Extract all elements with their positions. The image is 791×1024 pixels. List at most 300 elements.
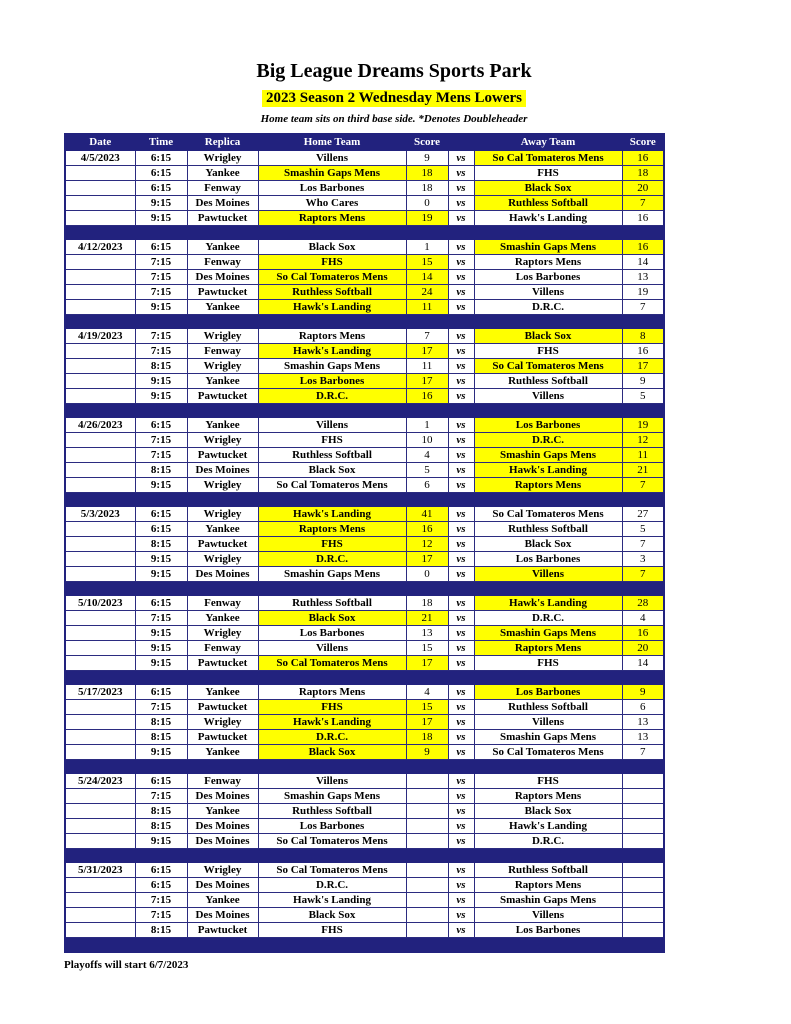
home-team-cell: Los Barbones bbox=[258, 181, 406, 196]
replica-cell: Pawtucket bbox=[187, 448, 258, 463]
away-score-cell: 11 bbox=[622, 448, 664, 463]
time-cell: 6:15 bbox=[135, 774, 187, 789]
away-score-cell: 6 bbox=[622, 700, 664, 715]
vs-cell: vs bbox=[448, 715, 474, 730]
home-score-cell bbox=[406, 804, 448, 819]
vs-cell: vs bbox=[448, 196, 474, 211]
away-score-cell: 20 bbox=[622, 181, 664, 196]
vs-cell: vs bbox=[448, 433, 474, 448]
away-team-cell: Villens bbox=[474, 285, 622, 300]
game-row bbox=[65, 596, 664, 611]
away-team-cell: Raptors Mens bbox=[474, 478, 622, 493]
away-team-cell: Black Sox bbox=[474, 537, 622, 552]
time-cell: 8:15 bbox=[135, 359, 187, 374]
playoffs-note: Playoffs will start 6/7/2023 bbox=[64, 959, 189, 971]
home-team-cell: D.R.C. bbox=[258, 552, 406, 567]
home-team-cell: Hawk's Landing bbox=[258, 507, 406, 522]
date-cell bbox=[65, 626, 135, 641]
home-team-cell: Villens bbox=[258, 641, 406, 656]
vs-cell: vs bbox=[448, 181, 474, 196]
game-row bbox=[65, 418, 664, 433]
page-title: Big League Dreams Sports Park bbox=[256, 60, 532, 82]
replica-cell: Yankee bbox=[187, 611, 258, 626]
home-team-cell: Black Sox bbox=[258, 463, 406, 478]
away-score-cell: 13 bbox=[622, 270, 664, 285]
time-cell: 7:15 bbox=[135, 893, 187, 908]
date-cell bbox=[65, 255, 135, 270]
date-cell bbox=[65, 789, 135, 804]
vs-cell: vs bbox=[448, 507, 474, 522]
away-score-cell: 19 bbox=[622, 285, 664, 300]
date-cell bbox=[65, 344, 135, 359]
home-team-cell: Smashin Gaps Mens bbox=[258, 789, 406, 804]
home-team-cell: Smashin Gaps Mens bbox=[258, 567, 406, 582]
date-cell bbox=[65, 730, 135, 745]
replica-cell: Wrigley bbox=[187, 329, 258, 344]
game-row bbox=[65, 255, 664, 270]
game-row bbox=[65, 656, 664, 671]
week-separator bbox=[65, 582, 664, 596]
game-row bbox=[65, 240, 664, 255]
time-cell: 9:15 bbox=[135, 626, 187, 641]
time-cell: 9:15 bbox=[135, 552, 187, 567]
date-cell bbox=[65, 537, 135, 552]
home-score-cell: 15 bbox=[406, 641, 448, 656]
replica-cell: Pawtucket bbox=[187, 700, 258, 715]
away-team-cell: Raptors Mens bbox=[474, 878, 622, 893]
away-score-cell bbox=[622, 774, 664, 789]
time-cell: 9:15 bbox=[135, 656, 187, 671]
header-replica: Replica bbox=[187, 134, 258, 151]
replica-cell: Des Moines bbox=[187, 878, 258, 893]
away-score-cell: 3 bbox=[622, 552, 664, 567]
replica-cell: Des Moines bbox=[187, 908, 258, 923]
home-score-cell bbox=[406, 834, 448, 849]
away-team-cell: So Cal Tomateros Mens bbox=[474, 359, 622, 374]
game-row bbox=[65, 507, 664, 522]
vs-cell: vs bbox=[448, 463, 474, 478]
away-score-cell: 16 bbox=[622, 626, 664, 641]
game-row bbox=[65, 181, 664, 196]
time-cell: 8:15 bbox=[135, 923, 187, 938]
replica-cell: Pawtucket bbox=[187, 211, 258, 226]
vs-cell: vs bbox=[448, 730, 474, 745]
home-score-cell: 9 bbox=[406, 745, 448, 760]
home-team-cell: D.R.C. bbox=[258, 878, 406, 893]
time-cell: 9:15 bbox=[135, 389, 187, 404]
replica-cell: Pawtucket bbox=[187, 389, 258, 404]
away-team-cell: Ruthless Softball bbox=[474, 522, 622, 537]
home-team-cell: So Cal Tomateros Mens bbox=[258, 478, 406, 493]
away-team-cell: Smashin Gaps Mens bbox=[474, 240, 622, 255]
away-team-cell: Los Barbones bbox=[474, 552, 622, 567]
game-row bbox=[65, 448, 664, 463]
game-row bbox=[65, 730, 664, 745]
time-cell: 6:15 bbox=[135, 507, 187, 522]
week-separator bbox=[65, 849, 664, 863]
away-team-cell: Villens bbox=[474, 715, 622, 730]
date-cell bbox=[65, 211, 135, 226]
replica-cell: Fenway bbox=[187, 255, 258, 270]
home-team-cell: Hawk's Landing bbox=[258, 893, 406, 908]
away-team-cell: Smashin Gaps Mens bbox=[474, 730, 622, 745]
time-cell: 9:15 bbox=[135, 478, 187, 493]
replica-cell: Pawtucket bbox=[187, 537, 258, 552]
away-score-cell bbox=[622, 893, 664, 908]
date-cell bbox=[65, 715, 135, 730]
home-team-cell: Villens bbox=[258, 418, 406, 433]
home-score-cell: 11 bbox=[406, 300, 448, 315]
home-team-cell: Hawk's Landing bbox=[258, 300, 406, 315]
home-score-cell: 18 bbox=[406, 596, 448, 611]
date-cell bbox=[65, 166, 135, 181]
away-score-cell: 20 bbox=[622, 641, 664, 656]
away-team-cell: FHS bbox=[474, 344, 622, 359]
game-row bbox=[65, 567, 664, 582]
header-home-team: Home Team bbox=[258, 134, 406, 151]
replica-cell: Pawtucket bbox=[187, 923, 258, 938]
away-score-cell: 21 bbox=[622, 463, 664, 478]
home-score-cell: 16 bbox=[406, 522, 448, 537]
home-score-cell: 11 bbox=[406, 359, 448, 374]
away-team-cell: D.R.C. bbox=[474, 300, 622, 315]
game-row bbox=[65, 552, 664, 567]
vs-cell: vs bbox=[448, 626, 474, 641]
vs-cell: vs bbox=[448, 166, 474, 181]
away-team-cell: Ruthless Softball bbox=[474, 196, 622, 211]
away-team-cell: Los Barbones bbox=[474, 685, 622, 700]
away-score-cell: 16 bbox=[622, 211, 664, 226]
home-score-cell: 10 bbox=[406, 433, 448, 448]
replica-cell: Fenway bbox=[187, 774, 258, 789]
away-team-cell: So Cal Tomateros Mens bbox=[474, 745, 622, 760]
home-score-cell: 17 bbox=[406, 374, 448, 389]
date-cell bbox=[65, 819, 135, 834]
away-team-cell: FHS bbox=[474, 166, 622, 181]
time-cell: 7:15 bbox=[135, 255, 187, 270]
time-cell: 7:15 bbox=[135, 700, 187, 715]
away-team-cell: FHS bbox=[474, 656, 622, 671]
home-score-cell: 17 bbox=[406, 715, 448, 730]
vs-cell: vs bbox=[448, 329, 474, 344]
game-row bbox=[65, 893, 664, 908]
replica-cell: Yankee bbox=[187, 685, 258, 700]
home-team-cell: Ruthless Softball bbox=[258, 596, 406, 611]
away-score-cell: 5 bbox=[622, 389, 664, 404]
time-cell: 9:15 bbox=[135, 834, 187, 849]
home-team-cell: Villens bbox=[258, 151, 406, 166]
date-cell bbox=[65, 374, 135, 389]
home-team-cell: Raptors Mens bbox=[258, 685, 406, 700]
time-cell: 8:15 bbox=[135, 819, 187, 834]
game-row bbox=[65, 923, 664, 938]
time-cell: 7:15 bbox=[135, 344, 187, 359]
date-cell bbox=[65, 522, 135, 537]
home-score-cell: 15 bbox=[406, 255, 448, 270]
game-row bbox=[65, 878, 664, 893]
replica-cell: Pawtucket bbox=[187, 730, 258, 745]
replica-cell: Yankee bbox=[187, 804, 258, 819]
time-cell: 6:15 bbox=[135, 522, 187, 537]
away-team-cell: Black Sox bbox=[474, 181, 622, 196]
date-cell bbox=[65, 567, 135, 582]
week-separator bbox=[65, 404, 664, 418]
game-row bbox=[65, 433, 664, 448]
away-team-cell: Hawk's Landing bbox=[474, 596, 622, 611]
home-score-cell: 15 bbox=[406, 700, 448, 715]
away-score-cell bbox=[622, 908, 664, 923]
away-team-cell: Villens bbox=[474, 389, 622, 404]
date-cell: 4/26/2023 bbox=[65, 418, 135, 433]
home-score-cell: 16 bbox=[406, 389, 448, 404]
away-score-cell: 13 bbox=[622, 730, 664, 745]
away-team-cell: Ruthless Softball bbox=[474, 374, 622, 389]
vs-cell: vs bbox=[448, 685, 474, 700]
vs-cell: vs bbox=[448, 418, 474, 433]
home-team-cell: Los Barbones bbox=[258, 626, 406, 641]
away-score-cell bbox=[622, 923, 664, 938]
home-score-cell bbox=[406, 878, 448, 893]
schedule-content bbox=[64, 0, 724, 971]
home-score-cell: 18 bbox=[406, 730, 448, 745]
vs-cell: vs bbox=[448, 745, 474, 760]
page-subtitle: 2023 Season 2 Wednesday Mens Lowers bbox=[262, 90, 526, 107]
game-row bbox=[65, 211, 664, 226]
home-team-cell: So Cal Tomateros Mens bbox=[258, 270, 406, 285]
date-cell bbox=[65, 433, 135, 448]
home-team-cell: Black Sox bbox=[258, 908, 406, 923]
home-score-cell: 17 bbox=[406, 344, 448, 359]
away-score-cell: 7 bbox=[622, 196, 664, 211]
away-team-cell: Los Barbones bbox=[474, 418, 622, 433]
date-cell bbox=[65, 834, 135, 849]
date-cell bbox=[65, 804, 135, 819]
home-team-cell: Raptors Mens bbox=[258, 329, 406, 344]
replica-cell: Wrigley bbox=[187, 552, 258, 567]
replica-cell: Des Moines bbox=[187, 834, 258, 849]
time-cell: 9:15 bbox=[135, 211, 187, 226]
game-row bbox=[65, 641, 664, 656]
game-row bbox=[65, 774, 664, 789]
away-score-cell: 4 bbox=[622, 611, 664, 626]
date-cell bbox=[65, 478, 135, 493]
replica-cell: Yankee bbox=[187, 745, 258, 760]
week-separator bbox=[65, 493, 664, 507]
date-cell bbox=[65, 641, 135, 656]
replica-cell: Yankee bbox=[187, 240, 258, 255]
time-cell: 6:15 bbox=[135, 240, 187, 255]
away-score-cell: 19 bbox=[622, 418, 664, 433]
time-cell: 6:15 bbox=[135, 418, 187, 433]
away-score-cell bbox=[622, 863, 664, 878]
week-separator bbox=[65, 760, 664, 774]
vs-cell: vs bbox=[448, 270, 474, 285]
vs-cell: vs bbox=[448, 878, 474, 893]
game-row bbox=[65, 863, 664, 878]
away-score-cell: 14 bbox=[622, 255, 664, 270]
date-cell: 4/19/2023 bbox=[65, 329, 135, 344]
date-cell bbox=[65, 611, 135, 626]
vs-cell: vs bbox=[448, 552, 474, 567]
away-team-cell: Black Sox bbox=[474, 804, 622, 819]
home-team-cell: Black Sox bbox=[258, 240, 406, 255]
date-cell: 5/17/2023 bbox=[65, 685, 135, 700]
away-team-cell: Hawk's Landing bbox=[474, 819, 622, 834]
away-score-cell bbox=[622, 819, 664, 834]
home-team-cell: FHS bbox=[258, 700, 406, 715]
away-team-cell: Los Barbones bbox=[474, 923, 622, 938]
home-team-cell: So Cal Tomateros Mens bbox=[258, 656, 406, 671]
replica-cell: Wrigley bbox=[187, 863, 258, 878]
home-team-cell: Black Sox bbox=[258, 611, 406, 626]
vs-cell: vs bbox=[448, 834, 474, 849]
away-team-cell: Smashin Gaps Mens bbox=[474, 626, 622, 641]
time-cell: 8:15 bbox=[135, 715, 187, 730]
away-score-cell: 17 bbox=[622, 359, 664, 374]
replica-cell: Wrigley bbox=[187, 151, 258, 166]
date-cell bbox=[65, 196, 135, 211]
home-score-cell: 4 bbox=[406, 685, 448, 700]
date-cell: 5/24/2023 bbox=[65, 774, 135, 789]
home-score-cell: 0 bbox=[406, 196, 448, 211]
away-score-cell: 14 bbox=[622, 656, 664, 671]
away-team-cell: So Cal Tomateros Mens bbox=[474, 507, 622, 522]
replica-cell: Yankee bbox=[187, 166, 258, 181]
home-team-cell: Ruthless Softball bbox=[258, 285, 406, 300]
game-row bbox=[65, 270, 664, 285]
home-score-cell: 19 bbox=[406, 211, 448, 226]
away-team-cell: Raptors Mens bbox=[474, 641, 622, 656]
home-team-cell: FHS bbox=[258, 537, 406, 552]
header-away-team: Away Team bbox=[474, 134, 622, 151]
game-row bbox=[65, 626, 664, 641]
date-cell bbox=[65, 359, 135, 374]
game-row bbox=[65, 834, 664, 849]
away-score-cell: 9 bbox=[622, 374, 664, 389]
game-row bbox=[65, 745, 664, 760]
home-team-cell: Ruthless Softball bbox=[258, 448, 406, 463]
date-cell: 5/10/2023 bbox=[65, 596, 135, 611]
vs-cell: vs bbox=[448, 359, 474, 374]
game-row bbox=[65, 344, 664, 359]
away-score-cell: 7 bbox=[622, 567, 664, 582]
away-score-cell: 13 bbox=[622, 715, 664, 730]
home-score-cell: 17 bbox=[406, 552, 448, 567]
date-cell bbox=[65, 552, 135, 567]
vs-cell: vs bbox=[448, 255, 474, 270]
header-score: Score bbox=[622, 134, 664, 151]
home-team-cell: D.R.C. bbox=[258, 730, 406, 745]
vs-cell: vs bbox=[448, 863, 474, 878]
game-row bbox=[65, 300, 664, 315]
game-row bbox=[65, 611, 664, 626]
date-cell bbox=[65, 389, 135, 404]
time-cell: 7:15 bbox=[135, 433, 187, 448]
time-cell: 7:15 bbox=[135, 285, 187, 300]
header-date: Date bbox=[65, 134, 135, 151]
game-row bbox=[65, 151, 664, 166]
home-score-cell: 21 bbox=[406, 611, 448, 626]
game-row bbox=[65, 789, 664, 804]
date-cell bbox=[65, 700, 135, 715]
home-score-cell: 0 bbox=[406, 567, 448, 582]
home-team-cell: Hawk's Landing bbox=[258, 715, 406, 730]
away-team-cell: Raptors Mens bbox=[474, 789, 622, 804]
home-score-cell bbox=[406, 923, 448, 938]
date-cell bbox=[65, 463, 135, 478]
time-cell: 8:15 bbox=[135, 730, 187, 745]
date-cell bbox=[65, 923, 135, 938]
away-team-cell: Villens bbox=[474, 567, 622, 582]
home-team-cell: Los Barbones bbox=[258, 819, 406, 834]
vs-cell: vs bbox=[448, 567, 474, 582]
time-cell: 9:15 bbox=[135, 641, 187, 656]
away-team-cell: Hawk's Landing bbox=[474, 463, 622, 478]
game-row bbox=[65, 478, 664, 493]
replica-cell: Des Moines bbox=[187, 567, 258, 582]
date-cell bbox=[65, 181, 135, 196]
date-cell bbox=[65, 300, 135, 315]
away-team-cell: Smashin Gaps Mens bbox=[474, 893, 622, 908]
home-score-cell: 17 bbox=[406, 656, 448, 671]
away-team-cell: D.R.C. bbox=[474, 433, 622, 448]
replica-cell: Wrigley bbox=[187, 715, 258, 730]
vs-cell: vs bbox=[448, 923, 474, 938]
vs-cell: vs bbox=[448, 285, 474, 300]
home-team-cell: Raptors Mens bbox=[258, 522, 406, 537]
away-score-cell: 16 bbox=[622, 151, 664, 166]
away-score-cell: 5 bbox=[622, 522, 664, 537]
replica-cell: Wrigley bbox=[187, 626, 258, 641]
vs-cell: vs bbox=[448, 596, 474, 611]
away-team-cell: Los Barbones bbox=[474, 270, 622, 285]
away-team-cell: FHS bbox=[474, 774, 622, 789]
game-row bbox=[65, 285, 664, 300]
away-score-cell: 27 bbox=[622, 507, 664, 522]
time-cell: 7:15 bbox=[135, 329, 187, 344]
away-score-cell: 7 bbox=[622, 300, 664, 315]
table-header-row bbox=[65, 134, 664, 151]
replica-cell: Pawtucket bbox=[187, 285, 258, 300]
time-cell: 8:15 bbox=[135, 463, 187, 478]
time-cell: 6:15 bbox=[135, 596, 187, 611]
away-score-cell: 28 bbox=[622, 596, 664, 611]
home-score-cell bbox=[406, 893, 448, 908]
time-cell: 6:15 bbox=[135, 151, 187, 166]
home-team-cell: Smashin Gaps Mens bbox=[258, 166, 406, 181]
away-score-cell bbox=[622, 834, 664, 849]
away-score-cell: 16 bbox=[622, 240, 664, 255]
replica-cell: Pawtucket bbox=[187, 656, 258, 671]
vs-cell: vs bbox=[448, 537, 474, 552]
replica-cell: Fenway bbox=[187, 641, 258, 656]
home-score-cell: 24 bbox=[406, 285, 448, 300]
game-row bbox=[65, 819, 664, 834]
replica-cell: Yankee bbox=[187, 893, 258, 908]
date-cell bbox=[65, 893, 135, 908]
time-cell: 9:15 bbox=[135, 567, 187, 582]
date-cell: 5/31/2023 bbox=[65, 863, 135, 878]
game-row bbox=[65, 166, 664, 181]
replica-cell: Fenway bbox=[187, 344, 258, 359]
home-score-cell bbox=[406, 863, 448, 878]
game-row bbox=[65, 700, 664, 715]
replica-cell: Yankee bbox=[187, 300, 258, 315]
away-team-cell: Hawk's Landing bbox=[474, 211, 622, 226]
away-score-cell bbox=[622, 789, 664, 804]
home-team-cell: Raptors Mens bbox=[258, 211, 406, 226]
time-cell: 6:15 bbox=[135, 863, 187, 878]
